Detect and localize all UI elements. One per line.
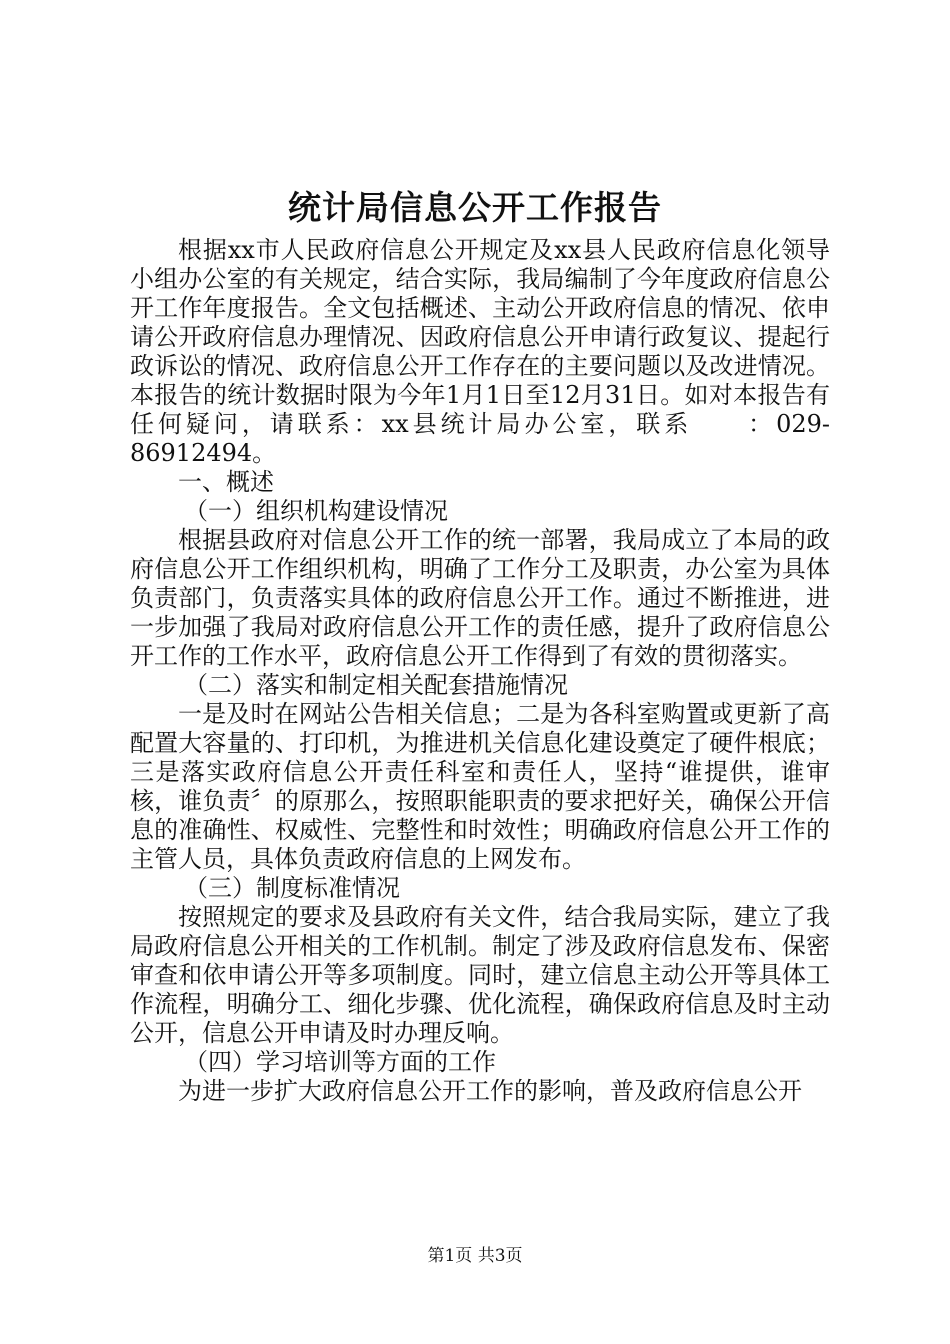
document-title: 统计局信息公开工作报告	[288, 188, 662, 227]
subsection-heading-4: （四）学习培训等方面的工作	[184, 1048, 496, 1076]
document-body	[130, 236, 830, 1106]
subsection-heading-2: （二）落实和制定相关配套措施情况	[184, 671, 568, 699]
intro-paragraph: 根据xx市人民政府信息公开规定及xx县人民政府信息化领导小组办公室的有关规定，结合实际，我局编制了今年度政府信息公开工作年度报告。全文包括概述、主动公开政府信息的情况、依申请公开政府信息办理情况、因政府信息公开申请行政复议、提起行政诉讼的情况、政府信息公开工作存在的主要问题以及改进情况。本报告的统计数据时限为今年1月1日至12月31日。如对本报告有任何疑问，请联系：xx县统计局办公室，联系 ：029-86912494。	[130, 236, 830, 467]
subsection-paragraph-4: 为进一步扩大政府信息公开工作的影响，普及政府信息公开	[178, 1077, 802, 1105]
subsection-paragraph-3: 按照规定的要求及县政府有关文件，结合我局实际，建立了我局政府信息公开相关的工作机制。制定了涉及政府信息发布、保密审查和依申请公开等多项制度。同时，建立信息主动公开等具体工作流程，明确分工、细化步骤、优化流程，确保政府信息及时主动公开，信息公开申请及时办理反响。	[130, 903, 830, 1047]
subsection-heading-3: （三）制度标准情况	[184, 874, 400, 902]
page-number: 第1页 共3页	[427, 1246, 523, 1266]
subsection-paragraph-2: 一是及时在网站公告相关信息；二是为各科室购置或更新了高配置大容量的、打印机，为推进机关信息化建设奠定了硬件根底；三是落实政府信息公开责任科室和责任人，坚持“谁提供，谁审核，谁负责〞的原那么，按照职能职责的要求把好关，确保公开信息的准确性、权威性、完整性和时效性；明确政府信息公开工作的主管人员，具体负责政府信息的上网发布。	[130, 700, 830, 873]
subsection-heading-1: （一）组织机构建设情况	[184, 497, 448, 525]
subsection-paragraph-1: 根据县政府对信息公开工作的统一部署，我局成立了本局的政府信息公开工作组织机构，明确了工作分工及职责，办公室为具体负责部门，负责落实具体的政府信息公开工作。通过不断推进，进一步加强了我局对政府信息公开工作的责任感，提升了政府信息公开工作的工作水平，政府信息公开工作得到了有效的贯彻落实。	[130, 526, 830, 670]
section-heading-overview: 一、概述	[178, 468, 274, 496]
